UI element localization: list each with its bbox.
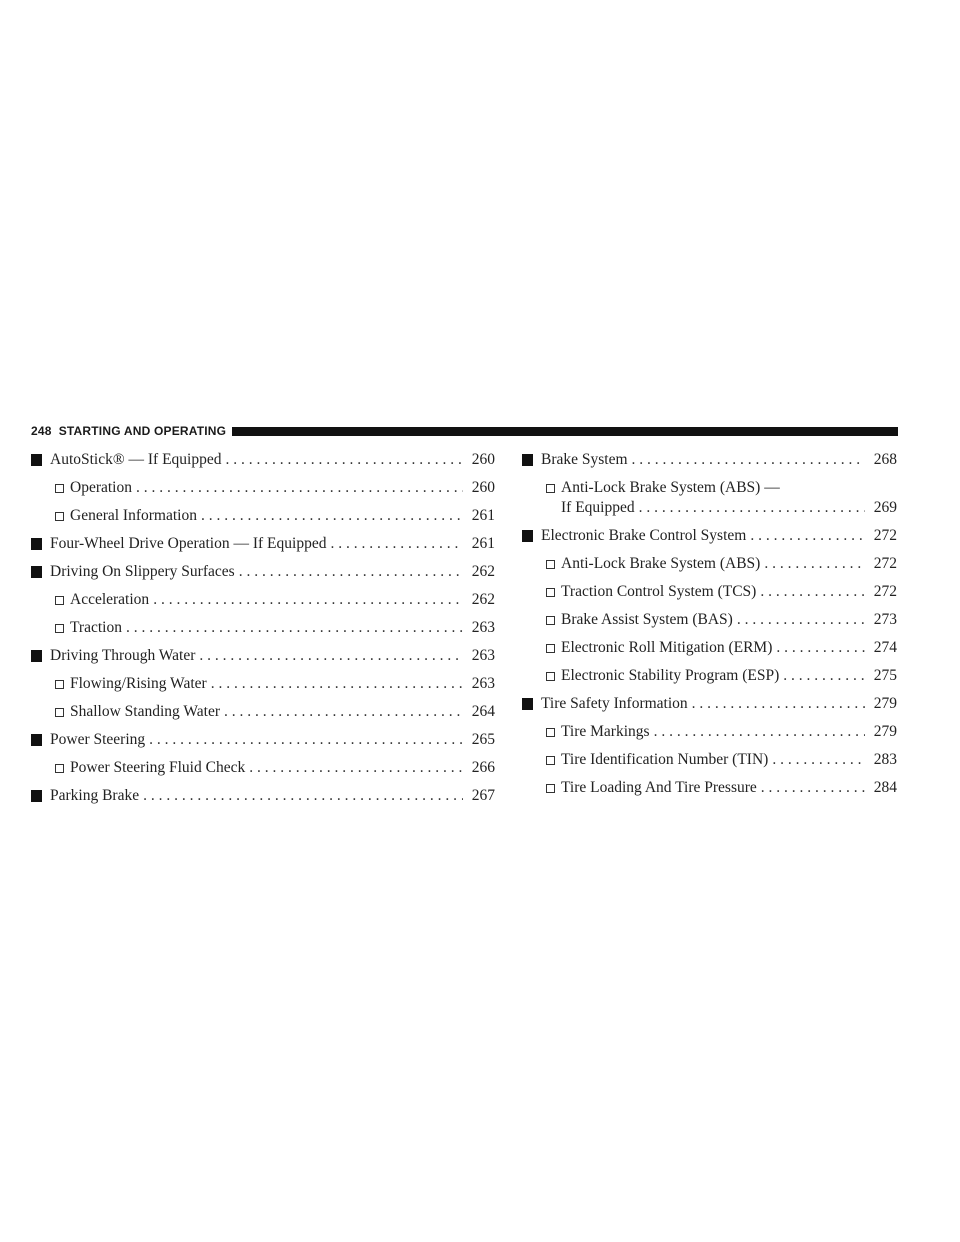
dot-leader	[211, 674, 463, 694]
page-header-text	[31, 424, 232, 438]
toc-entry-label: Electronic Stability Program (ESP)	[561, 667, 780, 684]
toc-entry-label: Acceleration	[70, 591, 150, 608]
toc-sub-entry[interactable]	[522, 638, 897, 658]
dot-leader	[126, 618, 463, 638]
toc-page-number: 263	[471, 675, 495, 692]
toc-entry-label: Tire Markings	[561, 723, 650, 740]
toc-page-number: 264	[471, 703, 495, 720]
toc-main-entry[interactable]	[31, 562, 495, 582]
dot-leader	[143, 786, 463, 806]
dot-leader	[249, 758, 463, 778]
toc-page-number: 272	[873, 527, 897, 544]
toc-entry-label-continued: If Equipped	[561, 499, 635, 516]
toc-page-number: 260	[471, 479, 495, 496]
toc-right-column	[522, 450, 897, 806]
toc-entry-label: Shallow Standing Water	[70, 703, 221, 720]
toc-entry-label: Traction	[70, 619, 122, 636]
page-header	[31, 423, 898, 439]
hollow-square-bullet-icon	[55, 764, 64, 773]
filled-square-bullet-icon	[522, 530, 533, 542]
hollow-square-bullet-icon	[546, 560, 555, 569]
hollow-square-bullet-icon	[55, 708, 64, 717]
hollow-square-bullet-icon	[546, 728, 555, 737]
toc-entry-label: AutoStick® — If Equipped	[50, 451, 222, 468]
toc-page-number: 267	[471, 787, 495, 804]
toc-sub-entry[interactable]	[522, 582, 897, 602]
hollow-square-bullet-icon	[546, 672, 555, 681]
dot-leader	[201, 506, 463, 526]
toc-entry-label: Brake System	[541, 451, 628, 468]
toc-page-number: 272	[873, 583, 897, 600]
dot-leader	[226, 450, 464, 470]
toc-entry-label: Anti-Lock Brake System (ABS)	[561, 555, 761, 572]
dot-leader	[772, 750, 865, 770]
toc-main-entry[interactable]	[31, 730, 495, 750]
filled-square-bullet-icon	[31, 734, 42, 746]
toc-page-number: 268	[873, 451, 897, 468]
dot-leader	[199, 646, 463, 666]
toc-entry-label: Electronic Brake Control System	[541, 527, 747, 544]
dot-leader	[149, 730, 463, 750]
dot-leader	[692, 694, 865, 714]
toc-main-entry[interactable]	[522, 450, 897, 470]
toc-entry-label: Tire Loading And Tire Pressure	[561, 779, 757, 796]
toc-page-number: 279	[873, 695, 897, 712]
toc-main-entry[interactable]	[31, 646, 495, 666]
toc-sub-entry[interactable]	[522, 554, 897, 574]
toc-main-entry[interactable]	[522, 694, 897, 714]
toc-page-number: 284	[873, 779, 897, 796]
toc-left-column	[31, 450, 495, 814]
toc-page-number: 269	[873, 499, 897, 516]
hollow-square-bullet-icon	[546, 644, 555, 653]
toc-entry-line	[546, 498, 897, 518]
toc-page-number: 262	[471, 591, 495, 608]
toc-entry-label: Traction Control System (TCS)	[561, 583, 757, 600]
dot-leader	[632, 450, 865, 470]
toc-sub-entry[interactable]	[522, 750, 897, 770]
dot-leader	[136, 478, 463, 498]
dot-leader	[737, 610, 865, 630]
toc-entry-label: Electronic Roll Mitigation (ERM)	[561, 639, 773, 656]
filled-square-bullet-icon	[31, 566, 42, 578]
dot-leader	[764, 554, 865, 574]
toc-entry-label: Driving On Slippery Surfaces	[50, 563, 235, 580]
toc-sub-entry[interactable]	[31, 674, 495, 694]
toc-page-number: 272	[873, 555, 897, 572]
toc-page-number: 262	[471, 563, 495, 580]
toc-main-entry[interactable]	[31, 534, 495, 554]
toc-entry-label: Power Steering	[50, 731, 146, 748]
filled-square-bullet-icon	[522, 454, 533, 466]
toc-entry-label: Anti-Lock Brake System (ABS) —	[561, 479, 780, 496]
dot-leader	[330, 534, 463, 554]
toc-page-number: 265	[471, 731, 495, 748]
hollow-square-bullet-icon	[546, 756, 555, 765]
filled-square-bullet-icon	[31, 790, 42, 802]
toc-entry-label: Tire Safety Information	[541, 695, 688, 712]
toc-sub-entry[interactable]	[31, 590, 495, 610]
toc-sub-entry[interactable]	[31, 702, 495, 722]
filled-square-bullet-icon	[522, 698, 533, 710]
toc-entry-label: Driving Through Water	[50, 647, 196, 664]
toc-page-number: 273	[873, 611, 897, 628]
toc-entry-label: Parking Brake	[50, 787, 140, 804]
toc-entry-label: General Information	[70, 507, 197, 524]
toc-main-entry[interactable]	[31, 786, 495, 806]
dot-leader	[760, 582, 865, 602]
toc-page-number: 266	[471, 759, 495, 776]
hollow-square-bullet-icon	[55, 484, 64, 493]
filled-square-bullet-icon	[31, 650, 42, 662]
toc-sub-entry[interactable]	[522, 778, 897, 798]
dot-leader	[239, 562, 463, 582]
hollow-square-bullet-icon	[55, 512, 64, 521]
toc-entry-label: Brake Assist System (BAS)	[561, 611, 733, 628]
toc-sub-entry[interactable]	[522, 666, 897, 686]
hollow-square-bullet-icon	[55, 680, 64, 689]
dot-leader	[783, 666, 865, 686]
toc-entry-label: Operation	[70, 479, 132, 496]
dot-leader	[776, 638, 865, 658]
toc-sub-entry[interactable]	[522, 722, 897, 742]
toc-page-number: 279	[873, 723, 897, 740]
toc-page-number: 261	[471, 507, 495, 524]
dot-leader	[153, 590, 463, 610]
hollow-square-bullet-icon	[546, 784, 555, 793]
hollow-square-bullet-icon	[546, 588, 555, 597]
toc-sub-entry[interactable]	[522, 478, 897, 518]
toc-page-number: 260	[471, 451, 495, 468]
hollow-square-bullet-icon	[55, 596, 64, 605]
toc-page-number: 263	[471, 647, 495, 664]
toc-page-number: 275	[873, 667, 897, 684]
section-title: STARTING AND OPERATING	[58, 424, 227, 438]
hollow-square-bullet-icon	[546, 484, 555, 493]
header-rule	[232, 427, 898, 436]
toc-main-entry[interactable]	[31, 450, 495, 470]
page-number: 248	[31, 424, 52, 438]
dot-leader	[224, 702, 463, 722]
toc-sub-entry[interactable]	[31, 758, 495, 778]
dot-leader	[639, 498, 865, 518]
filled-square-bullet-icon	[31, 454, 42, 466]
toc-entry-line	[546, 478, 897, 498]
dot-leader	[761, 778, 865, 798]
toc-entry-label: Power Steering Fluid Check	[70, 759, 246, 776]
toc-page-number: 263	[471, 619, 495, 636]
dot-leader	[750, 526, 865, 546]
toc-page-number: 274	[873, 639, 897, 656]
toc-sub-entry[interactable]	[31, 506, 495, 526]
toc-entry-label: Tire Identification Number (TIN)	[561, 751, 769, 768]
toc-entry-label: Four-Wheel Drive Operation — If Equipped	[50, 535, 327, 552]
dot-leader	[654, 722, 865, 742]
toc-sub-entry[interactable]	[522, 610, 897, 630]
hollow-square-bullet-icon	[546, 616, 555, 625]
toc-sub-entry[interactable]	[31, 478, 495, 498]
toc-page-number: 283	[873, 751, 897, 768]
toc-main-entry[interactable]	[522, 526, 897, 546]
toc-page-number: 261	[471, 535, 495, 552]
filled-square-bullet-icon	[31, 538, 42, 550]
hollow-square-bullet-icon	[55, 624, 64, 633]
toc-entry-label: Flowing/Rising Water	[70, 675, 207, 692]
toc-sub-entry[interactable]	[31, 618, 495, 638]
